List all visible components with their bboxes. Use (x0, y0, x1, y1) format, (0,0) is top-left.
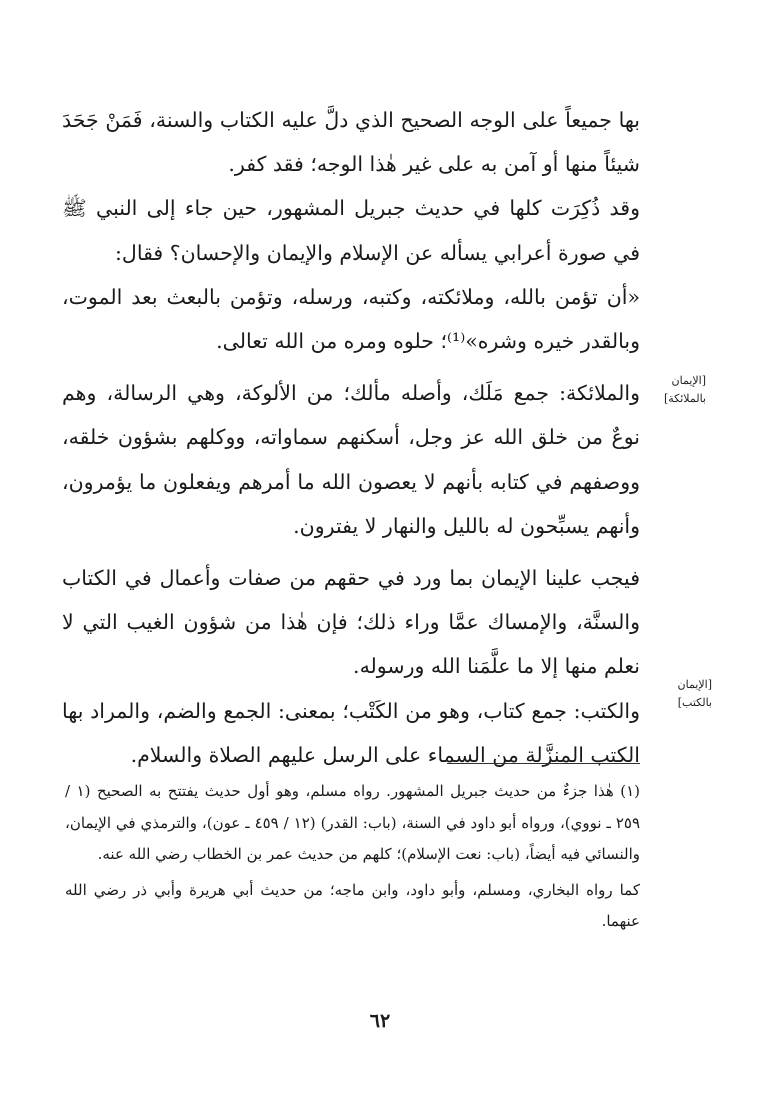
margin-note-books: [الإيمان بالكتب] (677, 678, 712, 709)
body-paragraph-2: وقد ذُكِرَت كلها في حديث جبريل المشهور، حين جاء إلى النبي ﷺ في صورة أعرابي يسأله عن الإسلام والإيمان والإحسان؟ فقال: (62, 196, 640, 265)
footnotes (65, 776, 640, 938)
footnote-1: (١) هٰذا جزءٌ من حديث جبريل المشهور. رواه مسلم، وهو أول حديث يفتتح به الصحيح (١ / ٢٥٩ ـ نووي)، ورواه أبو داود في السنة، (باب: القدر) (١٢ / ٤٥٩ ـ عون)، والترمذي في الإيمان، والنسائي فيه أيضاً، (باب: نعت الإسلام)؛ كلهم من حديث عمر بن الخطاب رضي الله عنه. (65, 782, 640, 863)
footnote-divider (447, 763, 640, 764)
body-paragraph-4: والملائكة: جمع مَلَك، وأصله مألك؛ من الألوكة، وهي الرسالة، وهم نوعٌ من خلق الله عز وجل، أسكنهم سماواته، ووكلهم بشؤون خلقه، ووصفهم في كتابه بأنهم لا يعصون الله ما أمرهم ويفعلون ما يؤمرون، وأنهم يسبِّحون له بالليل والنهار لا يفترون. (62, 381, 640, 538)
body-paragraph-3: «أن تؤمن بالله، وملائكته، وكتبه، ورسله، وتؤمن بالبعث بعد الموت، وبالقدر خيره وشره»⁽¹⁾؛ حلوه ومره من الله تعالى. (62, 284, 640, 354)
footnote-2: كما رواه البخاري، ومسلم، وأبو داود، وابن ماجه؛ من حديث أبي هريرة وأبي ذر رضي الله عنهما. (65, 880, 640, 930)
margin-note-angels: [الإيمان بالملائكة] (663, 374, 706, 405)
body-paragraph-1: بها جميعاً على الوجه الصحيح الذي دلَّ عليه الكتاب والسنة، فَمَنْ جَحَدَ شيئاً منها أو آمن به على غير هٰذا الوجه؛ فقد كفر. (62, 108, 640, 177)
body-paragraph-6: والكتب: جمع كتاب، وهو من الكَتْب؛ بمعنى: الجمع والضم، والمراد بها الكتب المنزَّلة من السماء على الرسل عليهم الصلاة والسلام. (62, 698, 640, 767)
body-paragraph-5: فيجب علينا الإيمان بما ورد في حقهم من صفات وأعمال في الكتاب والسنَّة، والإمساك عمَّا وراء ذلك؛ فإن هٰذا من شؤون الغيب التي لا نعلم منها إلا ما علَّمَنا الله ورسوله. (62, 566, 640, 679)
main-text (62, 98, 640, 777)
page-number: ٦٢ (369, 1010, 391, 1032)
